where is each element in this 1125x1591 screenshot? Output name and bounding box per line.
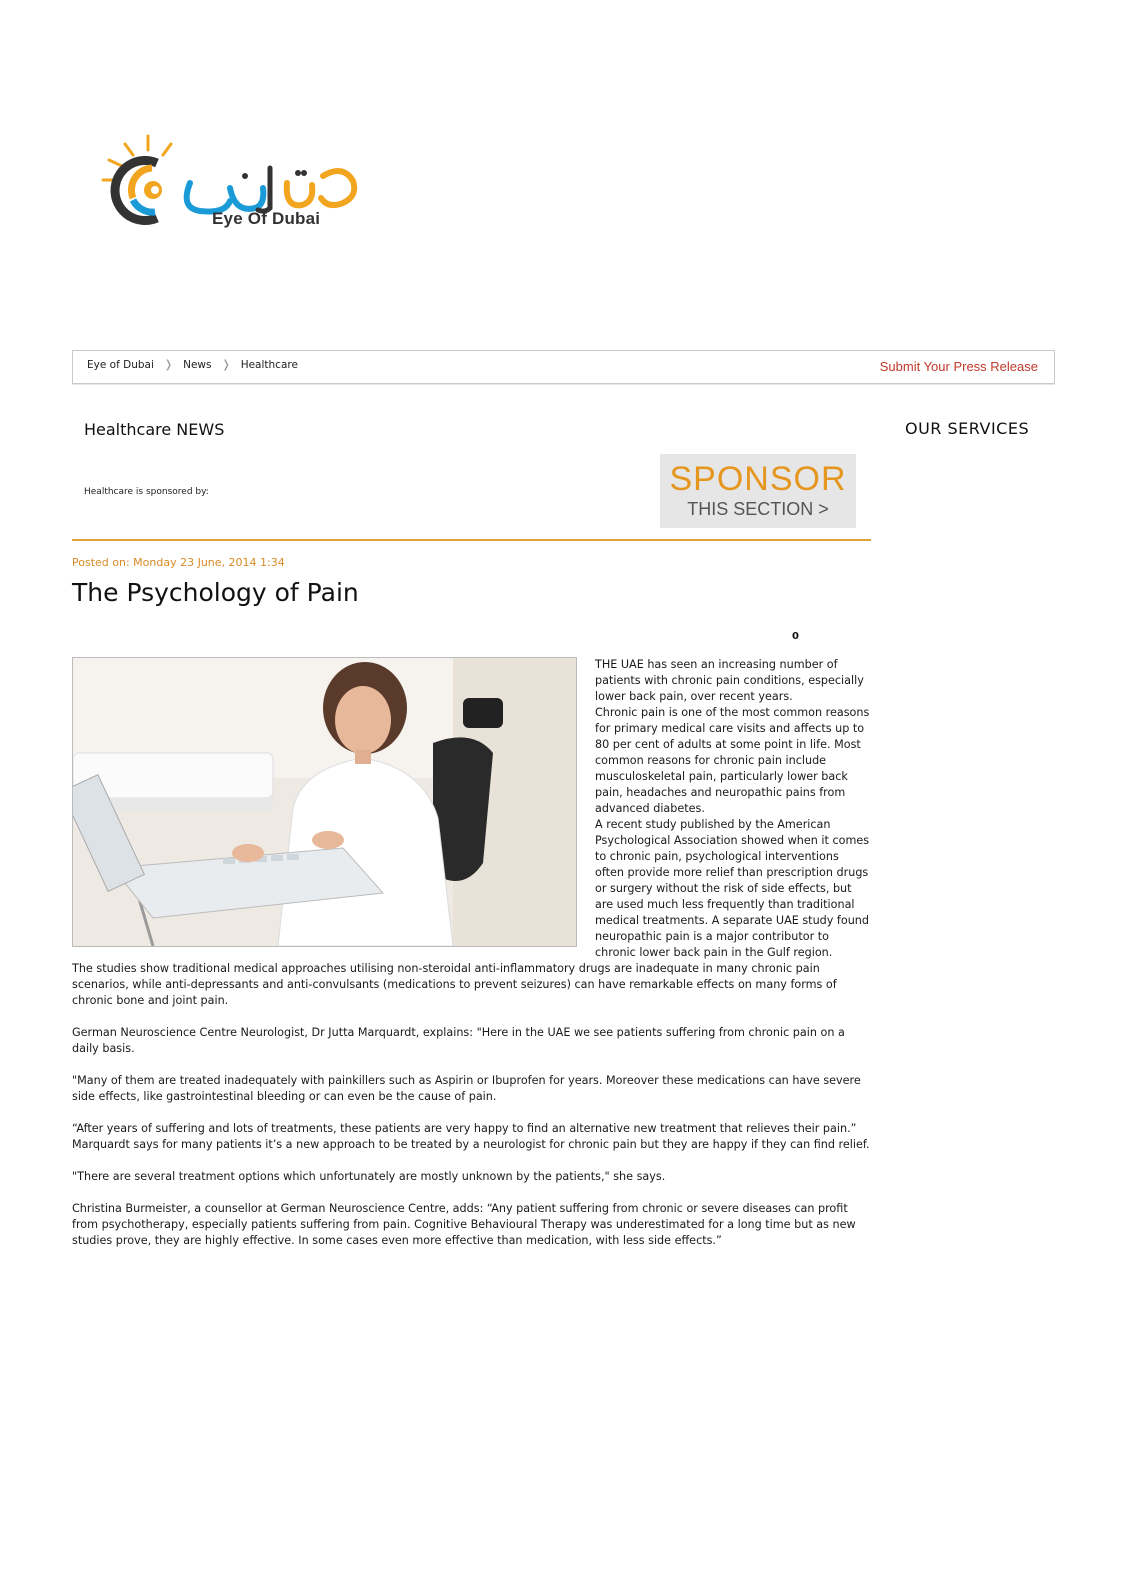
breadcrumb-news[interactable]: News: [183, 358, 212, 371]
sponsor-this-section-banner[interactable]: [660, 454, 856, 528]
logo-wordmark: Eye Of Dubai: [212, 209, 321, 228]
sponsor-banner-subheading: THIS SECTION >: [687, 499, 829, 519]
breadcrumb: [87, 358, 298, 371]
section-title: Healthcare NEWS: [84, 420, 225, 439]
article-paragraph: A recent study published by the American Psychological Association showed when it comes to chronic pain, psychological interventions often provide more relief than prescription drugs or surgery without the risk of side effects, but are used much less frequently than traditional medical treatments. A separate UAE study found neuropathic pain is a major contributor to chronic lower back pain in the Gulf region.: [595, 818, 870, 959]
comment-count: 0: [792, 631, 799, 642]
article-paragraph: The studies show traditional medical approaches utilising non-steroidal anti-inflammatory drugs are inadequate in many chronic pain scenarios, while anti-depressants and anti-convulsants (medications to prevent seizures) can have remarkable effects on many forms of chronic bone and joint pain.: [72, 962, 837, 1007]
breadcrumb-bar: [72, 350, 1055, 384]
article-body: [72, 657, 871, 1249]
article-paragraph: "There are several treatment options which unfortunately are mostly unknown by the patients," she says.: [72, 1170, 666, 1183]
our-services-heading: OUR SERVICES: [905, 419, 1030, 438]
sponsored-by-label: Healthcare is sponsored by:: [84, 487, 209, 497]
article-title: The Psychology of Pain: [72, 578, 359, 607]
article-paragraph: THE UAE has seen an increasing number of patients with chronic pain conditions, especially lower back pain, over recent years.: [595, 658, 864, 703]
article-paragraph: Chronic pain is one of the most common reasons for primary medical care visits and affects up to 80 per cent of adults at some point in life. Most common reasons for chronic pain include musculoskeletal pain, particularly lower back pain, headaches and neuropathic pains from advanced diabetes.: [595, 706, 870, 815]
chevron-right-icon: ❭: [163, 358, 174, 371]
chevron-right-icon: ❭: [221, 358, 231, 371]
article-paragraph: "Many of them are treated inadequately with painkillers such as Aspirin or Ibuprofen for years. Moreover these medications can have severe side effects, like gastrointestinal bleeding or can even be the cause of pain.: [72, 1074, 861, 1103]
article-paragraph: German Neuroscience Centre Neurologist, Dr Jutta Marquardt, explains: "Here in the UAE we see patients suffering from chronic pain on a daily basis.: [72, 1026, 845, 1055]
breadcrumb-healthcare[interactable]: Healthcare: [240, 358, 298, 371]
article-paragraph: Christina Burmeister, a counsellor at German Neuroscience Centre, adds: “Any patient suffering from chronic or severe diseases can profit from psychotherapy, especially patients suffering from pain. Cognitive Behavioural Therapy was underestimated for a long time but as new studies prove, they are highly effective. In some cases even more effective than medication, with less side effects.”: [72, 1202, 856, 1247]
article-paragraph: “After years of suffering and lots of treatments, these patients are very happy to find an alternative new treatment that relieves their pain.” Marquardt says for many patients it’s a new approach to be treated by a neurologist for chronic pain but they are happy if they can find relief.: [72, 1122, 870, 1151]
photo-float-spacer: [72, 657, 595, 957]
sponsor-banner-heading: SPONSOR: [669, 460, 847, 498]
section-divider: [72, 539, 871, 541]
submit-press-release-link[interactable]: Submit Your Press Release: [879, 359, 1038, 374]
posted-date: Posted on: Monday 23 June, 2014 1:34: [72, 556, 285, 569]
breadcrumb-home[interactable]: Eye of Dubai: [87, 358, 154, 371]
